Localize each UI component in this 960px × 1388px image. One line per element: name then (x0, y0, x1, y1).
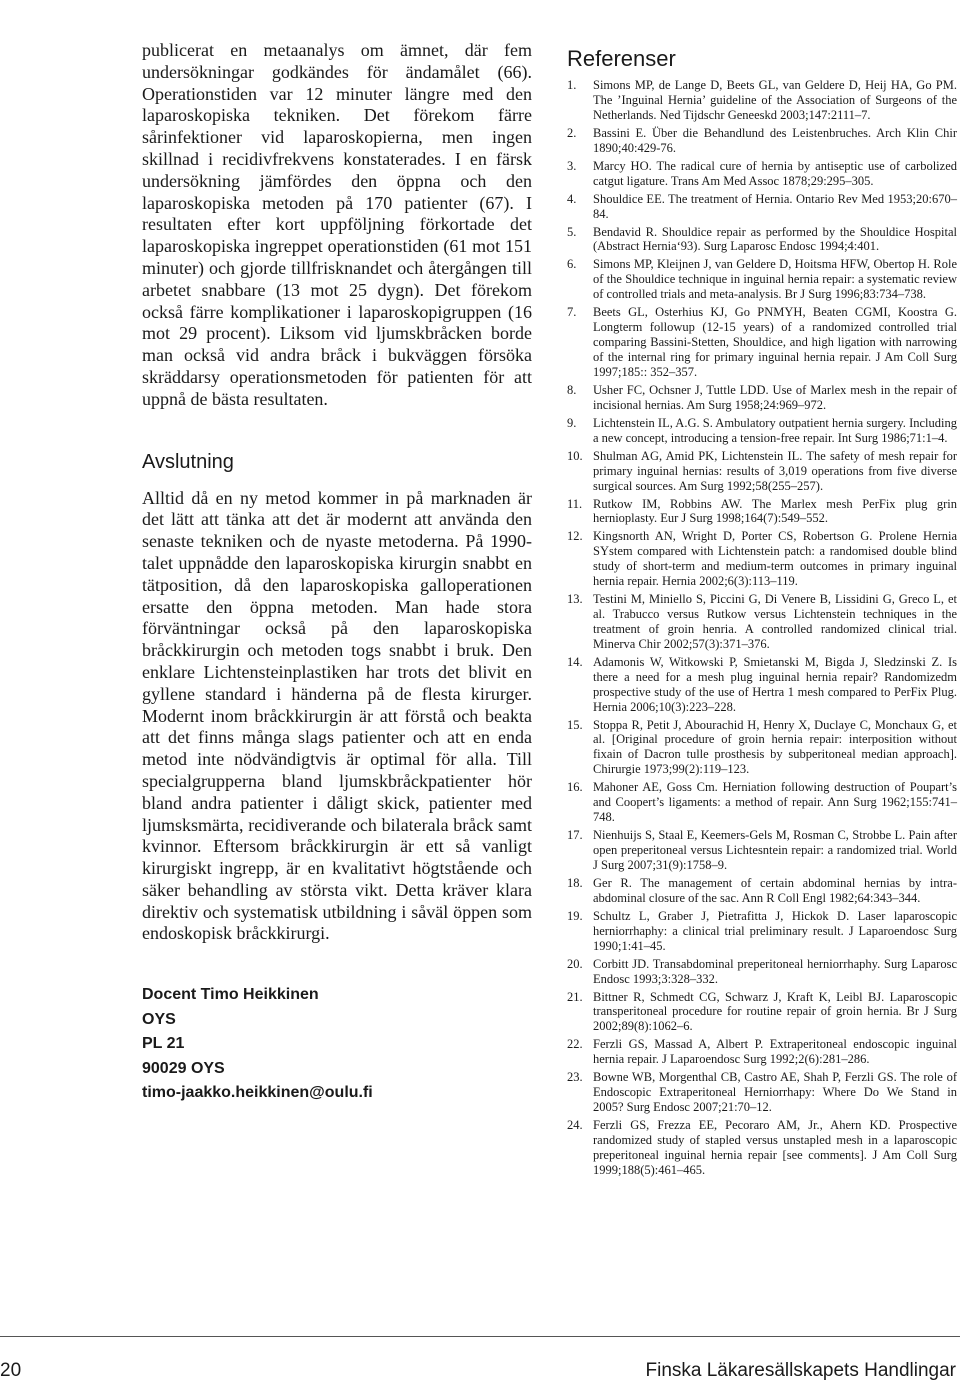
author-contact-block (142, 983, 532, 1106)
reference-number: 12. (567, 529, 583, 544)
reference-item (567, 497, 957, 527)
page-number: 20 (0, 1360, 22, 1381)
reference-number: 15. (567, 717, 583, 732)
reference-item (567, 257, 957, 302)
reference-item (567, 655, 957, 715)
reference-number: 16. (567, 780, 583, 795)
reference-item (567, 909, 957, 954)
reference-number: 1. (567, 78, 577, 92)
reference-text: Ferzli GS, Frezza EE, Pecoraro AM, Jr., Ahern KD. Prospective randomized study of stapled versus unstapled mesh in a laparoscopic preperitoneal inguinal hernia repair [see comments]. J Am Coll Surg 1999;188(5):461–465. (593, 1118, 957, 1177)
reference-text: Lichtenstein IL, A.G. S. Ambulatory outpatient hernia surgery. Including a new concept, introducing a tension-free repair. Int Surg 1986;71:1–4. (593, 415, 957, 445)
section-heading-avslutning: Avslutning (142, 450, 234, 473)
reference-text: Simons MP, de Lange D, Beets GL, van Geldere D, Heij HA, Go PM. The ’Inguinal Hernia’ guideline of the Association of Surgeons of the Netherlands. Ned Tijdschr Geneeskd 2003;147:2111–7. (593, 78, 957, 122)
article-left-column (142, 40, 532, 1106)
reference-item (567, 529, 957, 589)
reference-item (567, 876, 957, 906)
reference-item (567, 718, 957, 778)
reference-number: 10. (567, 448, 583, 463)
reference-text: Corbitt JD. Transabdominal preperitoneal herniorrhaphy. Surg Laparosc Endosc 1993;3:328–332. (593, 956, 957, 986)
author-po-box: PL 21 (142, 1035, 185, 1053)
author-organization: OYS (142, 1010, 176, 1028)
reference-item (567, 592, 957, 652)
reference-text: Stoppa R, Petit J, Abourachid H, Henry X, Duclaye C, Monchaux G, et al. [Original procedure of groin hernia repair: interposition without fixain of Dacron tulle prosthesis by subperitoneal median approach]. Chirurgie 1973;99(2):119–123. (593, 717, 957, 777)
reference-text: Bendavid R. Shouldice repair as performed by the Shouldice Hospital (Abstract Hernia‘93). Surg Laparosc Endosc 1994;4:401. (593, 224, 957, 254)
reference-text: Shouldice EE. The treatment of Hernia. Ontario Rev Med 1953;20:670–84. (593, 191, 957, 221)
reference-item (567, 828, 957, 873)
author-postal-address: 90029 OYS (142, 1059, 225, 1077)
reference-text: Bittner R, Schmedt CG, Schwarz J, Kraft K, Leibl BJ. Laparoscopic transperitoneal procedure for routine repair of groin hernia. Br J Surg 2002;89(8):1062–6. (593, 989, 957, 1034)
reference-item (567, 305, 957, 380)
reference-item (567, 780, 957, 825)
author-name: Docent Timo Heikkinen (142, 986, 319, 1004)
reference-text: Mahoner AE, Goss Cm. Herniation following destruction of Poupart’s and Coopert’s ligaments: a method of repair. Ann Surg 1962;155:741–748. (593, 780, 957, 825)
reference-text: Simons MP, Kleijnen J, van Geldere D, Hoitsma HFW, Obertop H. Role of the Shouldice technique in inguinal hernia repair: a systematic review of controlled trials and meta-analysis. Br J Surg 1996;83:734–738. (593, 257, 957, 302)
journal-name: Finska Läkaresällskapets Handlingar (645, 1360, 956, 1381)
reference-item (567, 416, 957, 446)
reference-text: Schultz L, Graber J, Pietrafitta J, Hickok D. Laser laparoscopic herniorrhaphy: a clinical trial preliminary result. J Laparoendosc Surg 1990;1:41–45. (593, 908, 957, 953)
reference-text: Rutkow IM, Robbins AW. The Marlex mesh PerFix plug grin hernioplasty. Eur J Surg 1998;164(7):549–552. (593, 496, 957, 526)
reference-item (567, 126, 957, 156)
reference-number: 21. (567, 989, 583, 1004)
reference-item (567, 192, 957, 222)
reference-number: 2. (567, 125, 577, 140)
reference-text: Beets GL, Osterhius KJ, Go PNMYH, Beaten CGMI, Koostra G. Longterm followup (12-15 years) of a randomized controlled trial comparing Bassini-Stetten, Shouldice, and high ligation with narrowing of the internal ring for primary inguinal hernia repair. J Am Coll Surg 1997;185:: 352–357. (593, 305, 957, 379)
reference-number: 13. (567, 592, 583, 607)
reference-item (567, 990, 957, 1035)
reference-number: 22. (567, 1037, 583, 1052)
footer-divider (0, 1336, 960, 1337)
references-list (567, 78, 957, 1178)
body-paragraph-1: publicerat en metaanalys om ämnet, där fem undersökningar godkändes för ändamålet (66). Operationstiden var 12 minuter längre med den laparoskopiska tekniken. Det förekom färre sårinfektioner vid laparoskopierna, men ingen skillnad i recidivfrekvens konstaterades. I en färsk undersökning jämfördes den öppna och den laparoskopiska metoden på 170 patienter (67). I resultaten efter kort uppföljning förkortade det laparoskopiska ingreppet operationstiden (61 mot 151 minuter) och gjorde tillfrisknandet och återgången till arbetet snabbare (13 mot 25 dygn). Det förekom också färre komplikationer i laparoskopigruppen (16 mot 29 procent). Liksom vid ljumskbråcken borde man också vid andra bråck i bukväggen försöka skräddarsy operationsmetoden för patienten för att uppnå de bästa resultaten. (142, 40, 532, 409)
reference-number: 6. (567, 257, 577, 272)
reference-item (567, 159, 957, 189)
reference-item (567, 78, 957, 123)
reference-text: Bowne WB, Morgenthal CB, Castro AE, Shah P, Ferzli GS. The role of Endoscopic Extraperitoneal Herniorrhapy: Where Do We Stand in 2005? Surg Endosc 2007;21:70–12. (593, 1070, 957, 1115)
reference-number: 7. (567, 305, 577, 320)
reference-number: 14. (567, 654, 583, 669)
reference-item (567, 449, 957, 494)
reference-text: Bassini E. Über die Behandlund des Leistenbruches. Arch Klin Chir 1890;40:429-76. (593, 125, 957, 155)
references-column (567, 46, 957, 1181)
references-heading: Referenser (567, 46, 676, 71)
reference-item (567, 225, 957, 255)
reference-item (567, 1118, 957, 1178)
reference-text: Shulman AG, Amid PK, Lichtenstein IL. The safety of mesh repair for primary inguinal hernias: results of 3,019 operations from five diverse surgical sources. Am Surg 1992;58(255–257). (593, 448, 957, 493)
reference-number: 9. (567, 415, 577, 430)
reference-text: Marcy HO. The radical cure of hernia by antiseptic use of carbolized catgut ligature. Trans Am Med Assoc 1878;29:295–305. (593, 158, 957, 188)
body-paragraph-2: Alltid då en ny metod kommer in på marknaden är det lätt att tänka att det är modernt att använda den senaste tekniken och de nyaste metoderna. På 1990-talet uppnådde den laparoskopiska kirurgin snabbt en tätposition, då den laparoskopiska galloperationen ersatte den öppna metoden. Man hade stora förväntningar också på den laparoskopiska bråckkirurgin och metoden togs snabbt i bruk. Den enklare Lichtensteinplastiken har trots det blivit en gyllene standard i händerna på de flesta kirurger. Modernt inom bråckkirurgin är att förstå och beakta att det finns många slags patienter och att en enda metod inte nödvändigtvis är optimal för alla. Till specialgrupperna bland ljumskbråckpatienter hör bland andra patienter i dåligt skick, patienter med ljumsksmärta, recidiverande och bilaterala bråck samt kvinnor. Eftersom bråckkirurgin är ett så vanligt kirurgiskt ingrepp, är en kvalitativt högtstående och säker behandling av största vikt. Detta kräver klara direktiv och systematisk utbildning i såväl öppen som endoskopisk bråckkirurgi. (142, 487, 532, 944)
reference-number: 18. (567, 875, 583, 890)
reference-text: Ferzli GS, Massad A, Albert P. Extraperitoneal endoscopic inguinal hernia repair. J Laparoendosc Surg 1992;2(6):281–286. (593, 1037, 957, 1067)
reference-number: 20. (567, 956, 583, 971)
reference-text: Adamonis W, Witkowski P, Smietanski M, Bigda J, Sledzinski Z. Is there a need for a mesh plug inguinal hernia repair? Randomizedm prospective study of the use of Hertra 1 mesh compared to PerFix Plug. Hernia 2006;10(3):223–228. (593, 654, 957, 714)
reference-number: 19. (567, 908, 583, 923)
reference-number: 3. (567, 158, 577, 173)
reference-number: 11. (567, 496, 583, 511)
reference-text: Ger R. The management of certain abdominal hernias by intra-abdominal closure of the sac. Ann R Coll Engl 1982;64:343–344. (593, 875, 957, 905)
reference-number: 17. (567, 828, 583, 843)
reference-number: 24. (567, 1118, 583, 1133)
reference-item (567, 1037, 957, 1067)
reference-text: Nienhuijs S, Staal E, Keemers-Gels M, Rosman C, Strobbe L. Pain after open preperitoneal versus Lichtesntein repair: a randomized trial. World J Surg 2007;31(9):1758–9. (593, 828, 957, 872)
reference-number: 5. (567, 224, 577, 239)
reference-number: 4. (567, 191, 577, 206)
author-email: timo-jaakko.heikkinen@oulu.fi (142, 1084, 373, 1102)
reference-text: Usher FC, Ochsner J, Tuttle LDD. Use of Marlex mesh in the repair of incisional hernias. Am Surg 1958;24:969–972. (593, 382, 957, 412)
reference-item (567, 957, 957, 987)
reference-item (567, 383, 957, 413)
reference-item (567, 1070, 957, 1115)
reference-number: 8. (567, 382, 577, 397)
reference-text: Testini M, Miniello S, Piccini G, Di Venere B, Lissidini G, Greco L, et al. Trabucco versus Rutkow versus Lichtenstein techniques in the treatment of groin henria. A controlled randomized clinical trial. Minerva Chir 2002;57(3):371–376. (593, 592, 957, 651)
reference-text: Kingsnorth AN, Wright D, Porter CS, Robertson G. Prolene Hernia SYstem compared with Lichtenstein patch: a randomised double blind study of short-term and medium-term outcomes in primary inguinal hernia repair. Hernia 2002;6(3):113–119. (593, 529, 957, 589)
reference-number: 23. (567, 1070, 583, 1085)
